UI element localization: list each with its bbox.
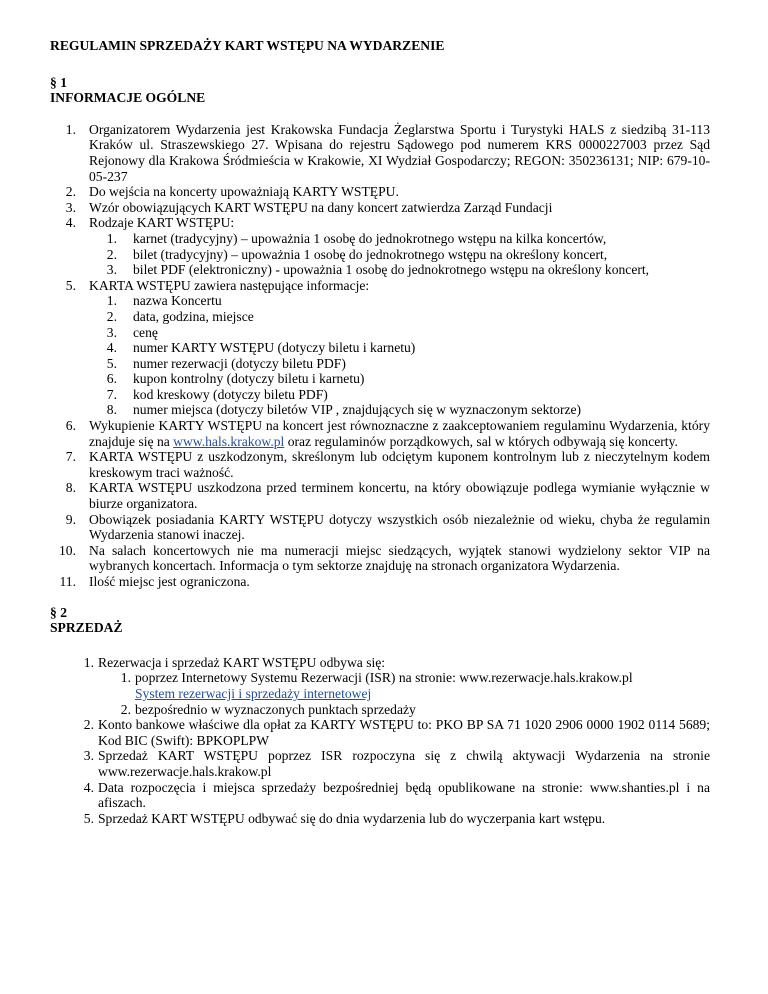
sub-item-number: 2. bbox=[106, 308, 117, 324]
list-item bbox=[50, 184, 710, 200]
list-item bbox=[50, 717, 710, 748]
sub-list-item bbox=[50, 356, 710, 372]
sub-list-item bbox=[50, 670, 710, 701]
item-text: Na salach koncertowych nie ma numeracji miejsc siedzących, wyjątek stanowi wydzielony sektor VIP na wybranych koncertach. Informacja o tym sektorze znajduję na stronach organizatora Wydarzenia. bbox=[89, 542, 710, 574]
section-heading: SPRZEDAŻ bbox=[50, 620, 123, 636]
sub-item-number: 3. bbox=[106, 324, 117, 340]
sub-list-item bbox=[50, 325, 710, 341]
item-text-before-link: Wykupienie KARTY WSTĘPU na koncert jest równoznaczne z zaakceptowaniem regulaminu Wydarzenia, który znajduje się na bbox=[89, 418, 710, 449]
sub-item-number: 3. bbox=[106, 262, 117, 278]
sub-item-text: kod kreskowy (dotyczy biletu PDF) bbox=[133, 386, 328, 402]
section-number: § 2 bbox=[50, 604, 67, 620]
sub-item-text: data, godzina, miejsce bbox=[133, 308, 254, 324]
sub-list-item bbox=[50, 387, 710, 403]
sub-item-number: 1. bbox=[106, 230, 117, 246]
sub-list-item bbox=[50, 231, 710, 247]
document-title: REGULAMIN SPRZEDAŻY KART WSTĘPU NA WYDARZENIE bbox=[50, 38, 445, 53]
ticket-types-list bbox=[50, 231, 710, 278]
item-text-after-link: oraz regulaminów porządkowych, sal w których odbywają się koncerty. bbox=[284, 433, 678, 449]
sub-item-text: nazwa Koncertu bbox=[133, 293, 222, 309]
list-item bbox=[50, 748, 710, 779]
sub-list-item bbox=[50, 371, 710, 387]
list-item bbox=[50, 480, 710, 511]
sub-item-number: 6. bbox=[106, 371, 117, 387]
item-text: KARTA WSTĘPU z uszkodzonym, skreślonym lub odciętym kuponem kontrolnym lub z nieczytelnym kodem kreskowym traci ważność. bbox=[89, 449, 710, 480]
item-text: Rezerwacja i sprzedaż KART WSTĘPU odbywa się: bbox=[98, 654, 386, 670]
item-text: KARTA WSTĘPU uszkodzona przed terminem koncertu, na który obowiązuje podlega wymianie wyłącznie w biurze organizatora. bbox=[89, 480, 710, 512]
sub-item-text: cenę bbox=[133, 324, 158, 340]
sub-item-number: 8. bbox=[106, 402, 117, 418]
item-number: 2. bbox=[65, 184, 76, 200]
sub-list-item bbox=[50, 402, 710, 418]
item-number: 4. bbox=[65, 215, 76, 231]
section-1 bbox=[50, 75, 710, 590]
sales-channels-list bbox=[50, 670, 710, 717]
sub-list-item bbox=[50, 247, 710, 263]
sub-item-text: poprzez Internetowy Systemu Rezerwacji (ISR) na stronie: www.rezerwacje.hals.krakow.pl bbox=[135, 670, 633, 686]
item-text: Data rozpoczęcia i miejsca sprzedaży bezpośredniej będą opublikowane na stronie: www.shanties.pl i na afiszach. bbox=[98, 779, 710, 811]
item-text: Sprzedaż KART WSTĘPU odbywać się do dnia wydarzenia lub do wyczerpania kart wstępu. bbox=[98, 810, 606, 826]
list-item bbox=[50, 811, 710, 827]
item-number: 3. bbox=[65, 199, 76, 215]
sub-item-number: 2. bbox=[106, 246, 117, 262]
item-number: 3. bbox=[83, 748, 94, 764]
item-number: 2. bbox=[83, 717, 94, 733]
list-item bbox=[50, 122, 710, 184]
sub-item-text: numer miejsca (dotyczy biletów VIP , znajdujących się w wyznaczonym sektorze) bbox=[133, 402, 582, 418]
section-2-list bbox=[50, 655, 710, 827]
sub-item-number: 1. bbox=[106, 293, 117, 309]
list-item bbox=[50, 543, 710, 574]
list-item bbox=[50, 449, 710, 480]
list-item bbox=[50, 512, 710, 543]
ticket-info-list bbox=[50, 293, 710, 418]
item-text: Organizatorem Wydarzenia jest Krakowska Fundacja Żeglarstwa Sportu i Turystyki HALS z siedzibą 31-113 Kraków ul. Straszewskiego 27. Wpisana do rejestru Sądowego pod numerem KRS 0000227003 przez Sąd Rejonowy dla Krakowa Śródmieścia w Krakowie, XI Wydział Gospodarczy; REGON: 350236131; NIP: 679-10-05-237 bbox=[89, 121, 710, 184]
item-number: 5. bbox=[83, 810, 94, 826]
item-number: 1. bbox=[65, 121, 76, 137]
sub-list-item bbox=[50, 293, 710, 309]
section-heading: INFORMACJE OGÓLNE bbox=[50, 90, 206, 106]
item-number: 5. bbox=[65, 277, 76, 293]
hals-website-link[interactable]: www.hals.krakow.pl bbox=[173, 433, 285, 449]
item-number: 10. bbox=[59, 542, 76, 558]
sub-item-text: bilet (tradycyjny) – upoważnia 1 osobę do jednokrotnego wstępu na określony koncert, bbox=[133, 246, 608, 262]
list-item bbox=[50, 418, 710, 449]
sub-item-text: numer rezerwacji (dotyczy biletu PDF) bbox=[133, 355, 346, 371]
sub-item-text: kupon kontrolny (dotyczy biletu i karnetu) bbox=[133, 371, 365, 387]
item-number: 11. bbox=[59, 574, 76, 589]
list-item bbox=[50, 215, 710, 277]
reservation-system-link[interactable]: System rezerwacji i sprzedaży internetowej bbox=[135, 685, 372, 701]
item-text: Konto bankowe właściwe dla opłat za KARTY WSTĘPU to: PKO BP SA 71 1020 2906 0000 1902 0114 5689; Kod BIC (Swift): BPKOPLPW bbox=[98, 717, 710, 748]
sub-list-item bbox=[50, 702, 710, 718]
sub-item-number: 7. bbox=[106, 386, 117, 402]
list-item bbox=[50, 278, 710, 418]
item-number: 7. bbox=[65, 449, 76, 465]
list-item bbox=[50, 200, 710, 216]
section-2 bbox=[50, 605, 710, 827]
sub-item-number: 5. bbox=[106, 355, 117, 371]
item-text: Ilość miejsc jest ograniczona. bbox=[89, 574, 250, 589]
sub-item-number: 4. bbox=[106, 340, 117, 356]
sub-list-item bbox=[50, 340, 710, 356]
sub-item-text: bilet PDF (elektroniczny) - upoważnia 1 osobę do jednokrotnego wstępu na określony koncert, bbox=[133, 262, 650, 278]
section-1-list bbox=[50, 122, 710, 590]
section-number: § 1 bbox=[50, 74, 67, 90]
item-number: 8. bbox=[65, 480, 76, 496]
sub-item-text: bezpośrednio w wyznaczonych punktach sprzedaży bbox=[135, 701, 416, 717]
item-number: 4. bbox=[83, 779, 94, 795]
item-number: 6. bbox=[65, 418, 76, 434]
sub-item-number: 2. bbox=[120, 701, 131, 717]
item-number: 1. bbox=[83, 654, 94, 670]
item-text: KARTA WSTĘPU zawiera następujące informacje: bbox=[89, 277, 370, 293]
list-item bbox=[50, 574, 710, 590]
item-number: 9. bbox=[65, 511, 76, 527]
list-item bbox=[50, 780, 710, 811]
item-text: Obowiązek posiadania KARTY WSTĘPU dotyczy wszystkich osób niezależnie od wieku, chyba że regulamin Wydarzenia stanowi inaczej. bbox=[89, 511, 710, 543]
item-text: Rodzaje KART WSTĘPU: bbox=[89, 215, 235, 231]
list-item bbox=[50, 655, 710, 717]
item-text: Sprzedaż KART WSTĘPU poprzez ISR rozpoczyna się z chwilą aktywacji Wydarzenia na stronie www.rezerwacje.hals.krakow.pl bbox=[98, 748, 710, 779]
sub-list-item bbox=[50, 262, 710, 278]
sub-item-number: 1. bbox=[120, 670, 131, 686]
sub-item-text: numer KARTY WSTĘPU (dotyczy biletu i karnetu) bbox=[133, 340, 416, 356]
item-text: Do wejścia na koncerty upoważniają KARTY WSTĘPU. bbox=[89, 184, 399, 200]
item-text: Wzór obowiązujących KART WSTĘPU na dany koncert zatwierdza Zarząd Fundacji bbox=[89, 199, 553, 215]
sub-item-text: karnet (tradycyjny) – upoważnia 1 osobę do jednokrotnego wstępu na kilka koncertów, bbox=[133, 230, 607, 246]
sub-list-item bbox=[50, 309, 710, 325]
